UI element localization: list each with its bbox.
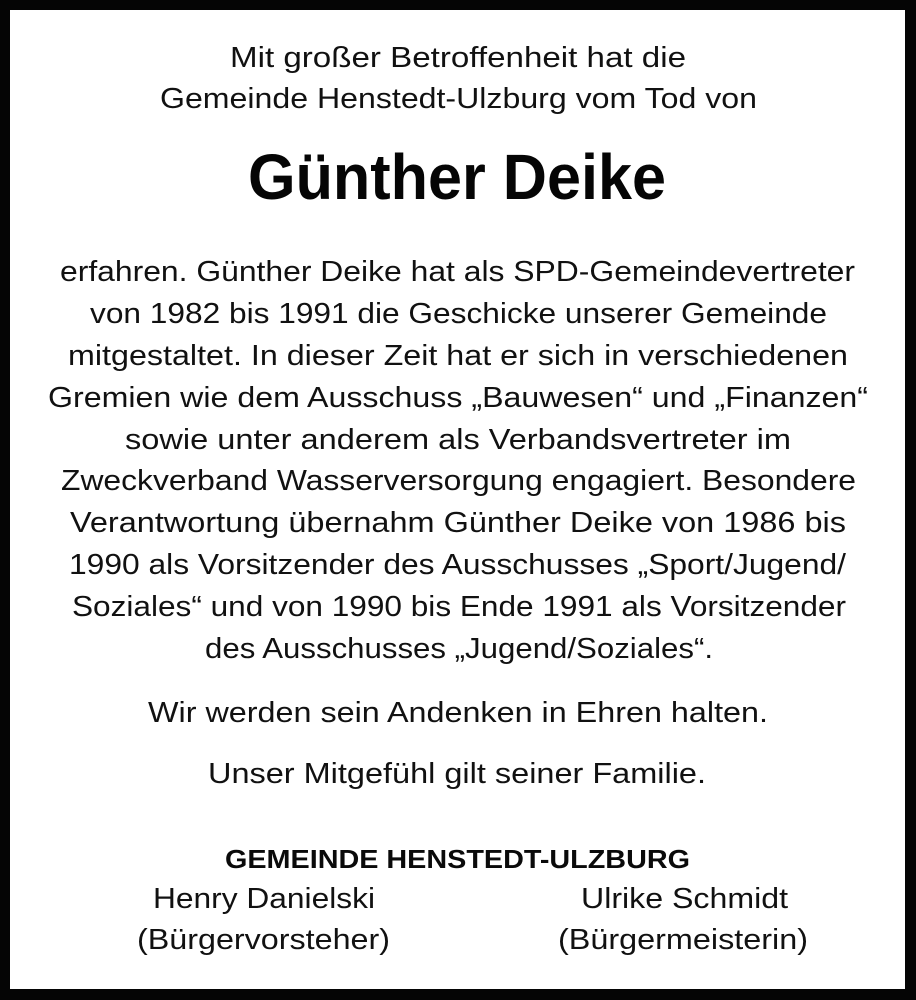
body-line-1: erfahren. Günther Deike hat als SPD-Gemeindevertreter: [60, 256, 855, 288]
body-line-10: des Ausschusses „Jugend/Soziales“.: [205, 633, 713, 665]
body-line-8: 1990 als Vorsitzender des Ausschusses „Sport/Jugend/: [69, 549, 846, 581]
condolence-line: Unser Mitgefühl gilt seiner Familie.: [208, 758, 706, 790]
intro-line-1: Mit großer Betroffenheit hat die: [230, 42, 686, 74]
body-line-3: mitgestaltet. In dieser Zeit hat er sich in verschiedenen: [68, 340, 848, 372]
organization-name: GEMEINDE HENSTEDT-ULZBURG: [225, 844, 690, 874]
deceased-name: Günther Deike: [248, 141, 666, 213]
signatory-1-name: Henry Danielski: [153, 883, 375, 915]
signatory-1-title: (Bürgervorsteher): [137, 924, 390, 956]
signatory-2-title: (Bürgermeisterin): [558, 924, 808, 956]
remembrance-line: Wir werden sein Andenken in Ehren halten.: [148, 697, 768, 729]
intro-line-2: Gemeinde Henstedt-Ulzburg vom Tod von: [160, 83, 757, 115]
body-line-4: Gremien wie dem Ausschuss „Bauwesen“ und „Finanzen“: [48, 382, 868, 414]
body-line-9: Soziales“ und von 1990 bis Ende 1991 als Vorsitzender: [72, 591, 846, 623]
body-line-5: sowie unter anderem als Verbandsvertreter im: [125, 424, 791, 456]
body-line-6: Zweckverband Wasserversorgung engagiert. Besondere: [61, 465, 857, 497]
body-line-2: von 1982 bis 1991 die Geschicke unserer Gemeinde: [90, 298, 827, 330]
signatory-2-name: Ulrike Schmidt: [581, 883, 788, 915]
body-line-7: Verantwortung übernahm Günther Deike von 1986 bis: [70, 507, 846, 539]
